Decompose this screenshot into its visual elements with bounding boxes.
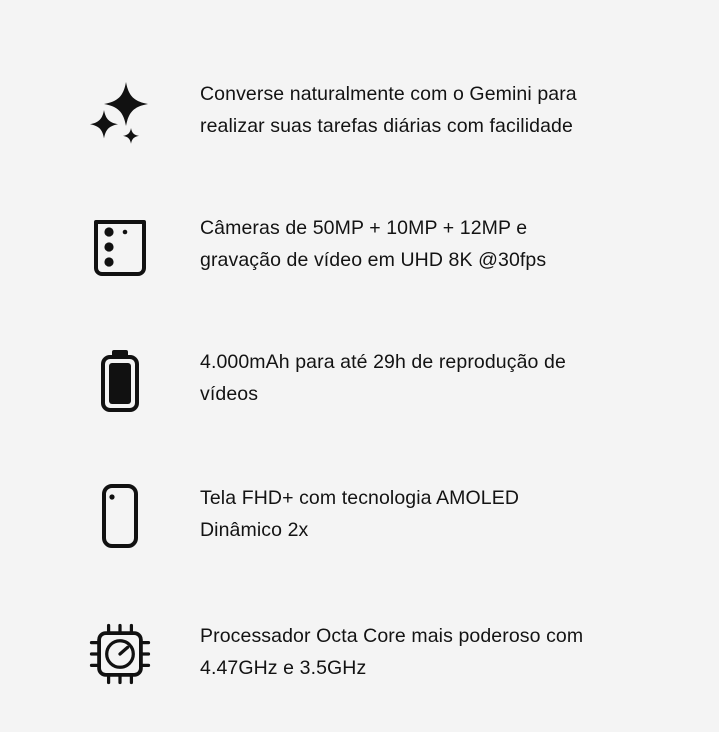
feature-icon-cell bbox=[40, 72, 200, 150]
feature-text: Processador Octa Core mais poderoso com 4.47GHz e 3.5GHz bbox=[200, 625, 584, 679]
feature-icon-cell bbox=[40, 340, 200, 418]
feature-text: Tela FHD+ com tecnologia AMOLED Dinâmico 2x bbox=[200, 487, 520, 541]
list-item bbox=[40, 206, 679, 324]
feature-text-cell bbox=[200, 206, 679, 276]
battery-icon bbox=[82, 342, 158, 418]
list-item bbox=[40, 476, 679, 594]
feature-text-cell bbox=[200, 72, 679, 142]
feature-icon-cell bbox=[40, 206, 200, 284]
feature-text: Câmeras de 50MP + 10MP + 12MP e gravação de vídeo em UHD 8K @30fps bbox=[200, 217, 547, 271]
camera-module-icon bbox=[82, 208, 158, 284]
list-item bbox=[40, 340, 679, 458]
feature-icon-cell bbox=[40, 614, 200, 692]
list-item bbox=[40, 614, 679, 732]
list-item bbox=[40, 72, 679, 190]
smartphone-screen-icon bbox=[82, 478, 158, 554]
feature-text-cell bbox=[200, 340, 679, 410]
sparkle-icon bbox=[82, 74, 158, 150]
feature-text-cell bbox=[200, 614, 679, 684]
feature-icon-cell bbox=[40, 476, 200, 554]
feature-list bbox=[40, 72, 679, 732]
processor-chip-icon bbox=[82, 616, 158, 692]
feature-text-cell bbox=[200, 476, 679, 546]
feature-text: 4.000mAh para até 29h de reprodução de vídeos bbox=[200, 351, 566, 405]
feature-text: Converse naturalmente com o Gemini para realizar suas tarefas diárias com facilidade bbox=[200, 83, 577, 137]
